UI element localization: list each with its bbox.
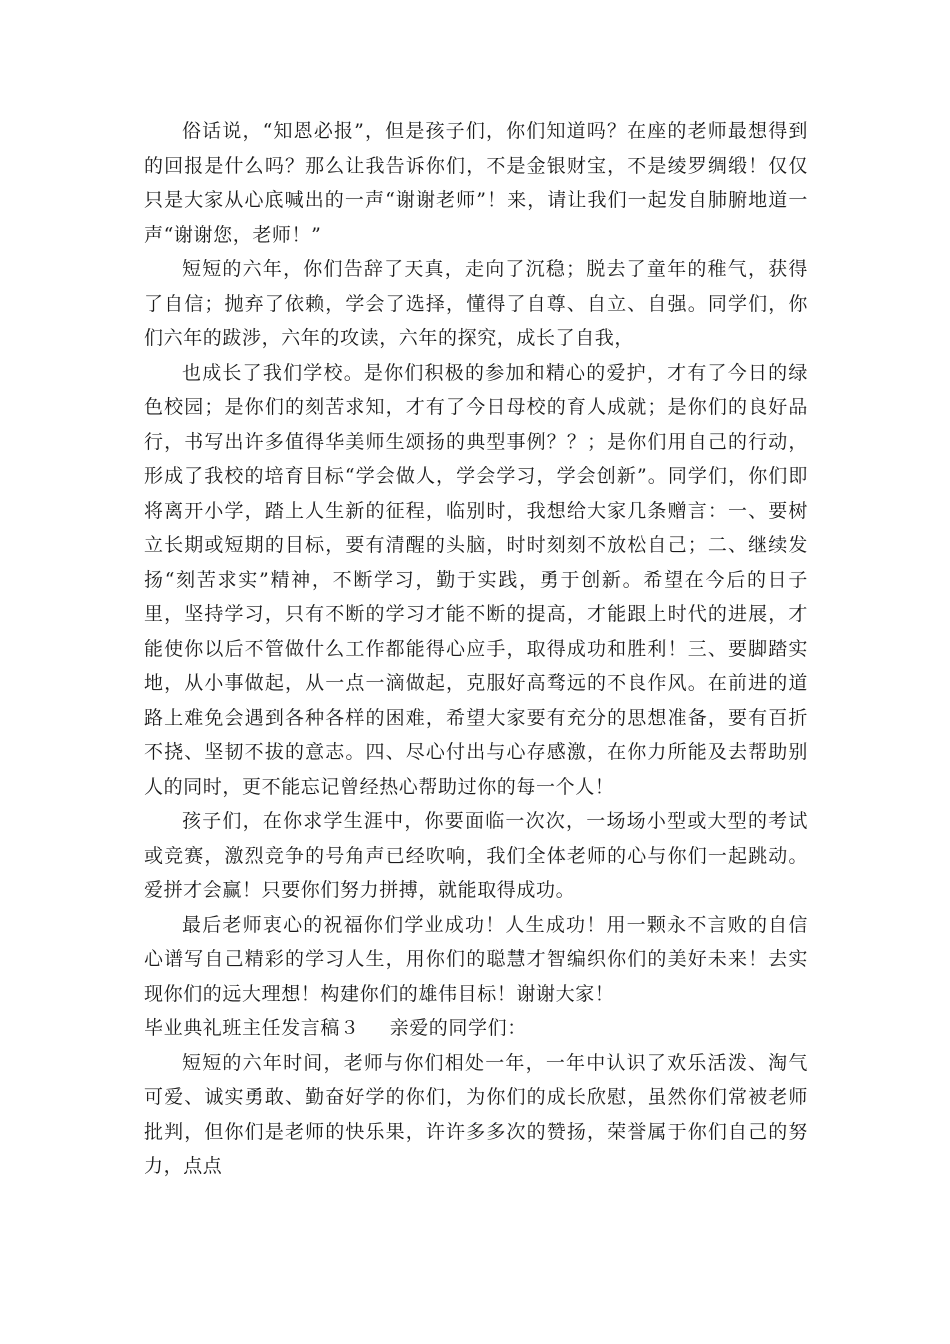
paragraph-six-years: 短短的六年，你们告辞了天真，走向了沉稳；脱去了童年的稚气，获得了自信；抛弃了依赖，学会了选择，懂得了自尊、自立、自强。同学们，你们六年的跋涉，六年的攻读，六年的探究，成长了自我， <box>144 258 808 349</box>
paragraph-school-growth: 也成长了我们学校。是你们积极的参加和精心的爱护，才有了今日的绿色校园；是你们的刻苦求知，才有了今日母校的育人成就；是你们的良好品行，书写出许多值得华美师生颂扬的典型事例？？；是你们用自己的行动，形成了我校的培育目标“学会做人，学会学习，学会创新”。同学们，你们即将离开小学，踏上人生新的征程，临别时，我想给大家几条赠言：一、要树立长期或短期的目标，要有清醒的头脑，时时刻刻不放松自己；二、继续发扬“刻苦求实”精神，不断学习，勤于实践，勇于创新。希望在今后的日子里，坚持学习，只有不断的学习才能不断的提高，才能跟上时代的进展，才能使你以后不管做什么工作都能得心应手，取得成功和胜利！三、要脚踏实地，从小事做起，从一点一滴做起，克服好高骛远的不良作风。在前进的道路上难免会遇到各种各样的困难，希望大家要有充分的思想准备，要有百折不挠、坚韧不拔的意志。四、尽心付出与心存感激，在你力所能及去帮助别人的同时，更不能忘记曾经热心帮助过你的每一个人！ <box>144 361 808 798</box>
paragraph-blessing: 最后老师衷心的祝福你们学业成功！人生成功！用一颗永不言败的自信心谱写自己精彩的学习人生，用你们的聪慧才智编织你们的美好未来！去实现你们的远大理想！构建你们的雄伟目标！谢谢大家！ <box>144 913 808 1005</box>
paragraph-competition: 孩子们，在你求学生涯中，你要面临一次次，一场场小型或大型的考试或竞赛，激烈竞争的号角声已经吹响，我们全体老师的心与你们一起跳动。爱拼才会赢！只要你们努力拼搏，就能取得成功。 <box>144 810 808 901</box>
paragraph-gratitude: 俗话说，“知恩必报”，但是孩子们，你们知道吗？在座的老师最想得到的回报是什么吗？那么让我告诉你们，不是金银财宝，不是绫罗绸缎！仅仅只是大家从心底喊出的一声“谢谢老师”！来，请让我们一起发自肺腑地道一声“谢谢您，老师！” <box>144 120 808 246</box>
paragraph-final: 短短的六年时间，老师与你们相处一年，一年中认识了欢乐活泼、淘气可爱、诚实勇敢、勤奋好学的你们，为你们的成长欣慰，虽然你们常被老师批判，但你们是老师的快乐果，许许多多次的赞扬，荣誉属于你们自己的努力，点点 <box>144 1051 808 1177</box>
section-greeting: 亲爱的同学们： <box>389 1017 527 1039</box>
section-heading <box>144 1011 808 1046</box>
document-body <box>144 114 808 1184</box>
section-title: 毕业典礼班主任发言稿３ <box>144 1017 360 1039</box>
